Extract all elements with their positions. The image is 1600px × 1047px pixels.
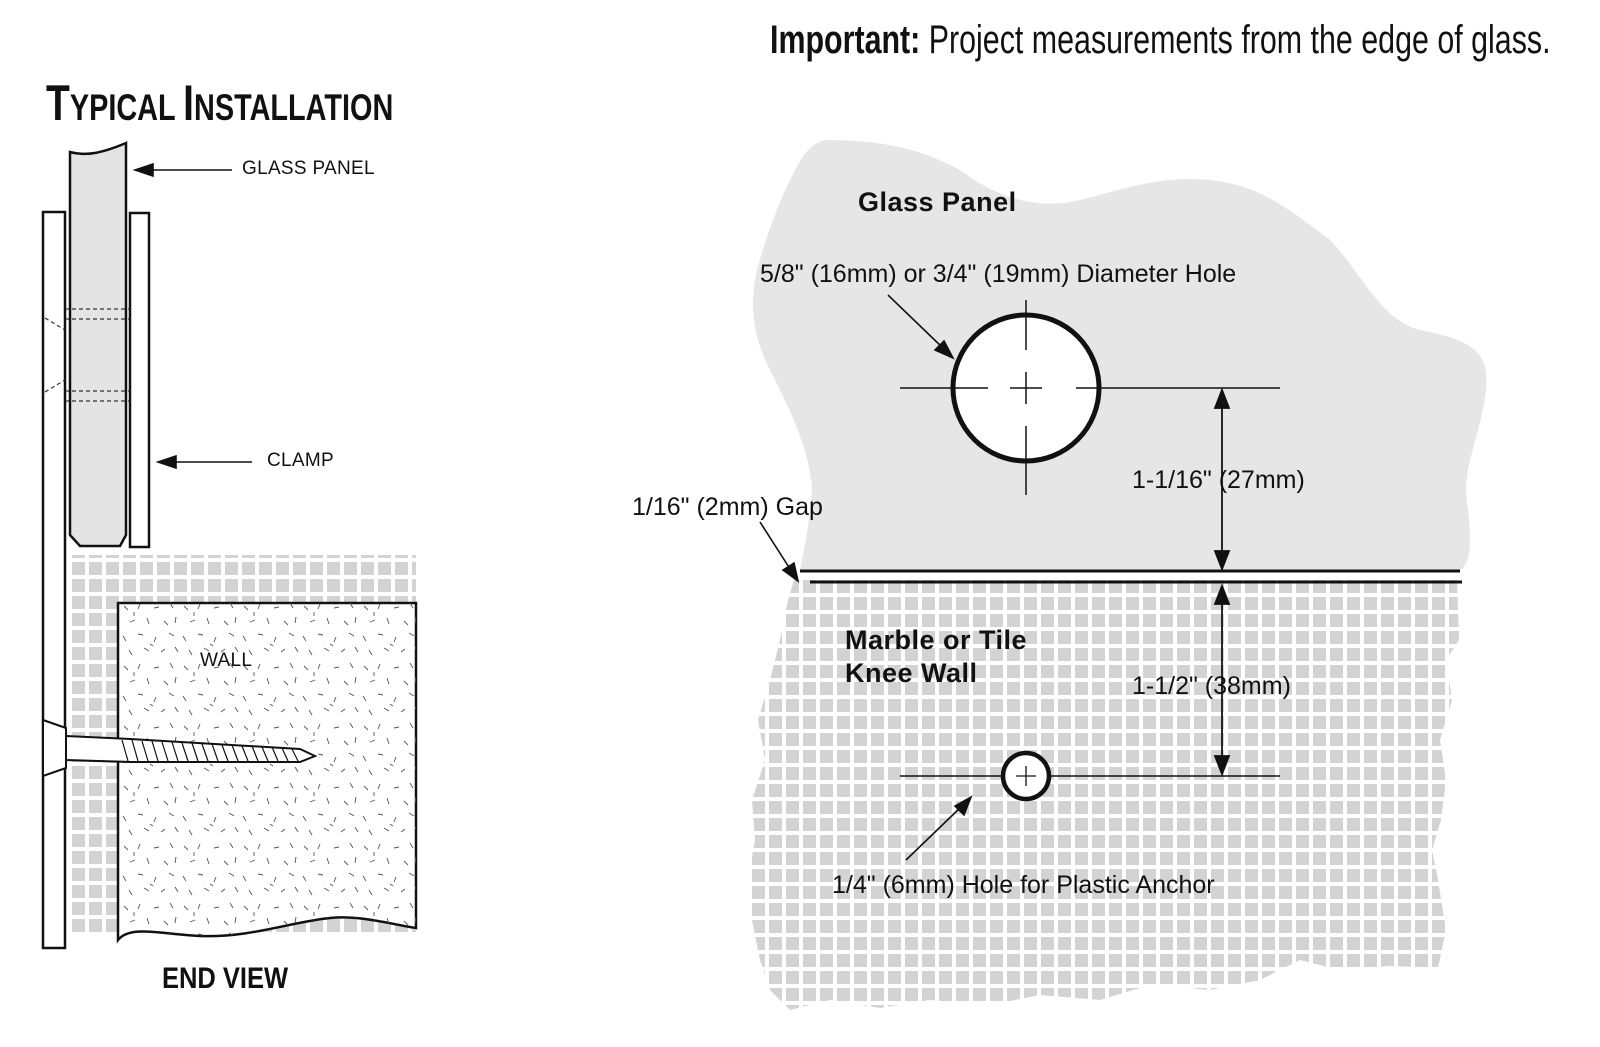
- end-view-caption: END VIEW: [162, 962, 289, 995]
- lower-dimension-label: 1-1/2" (38mm): [1132, 672, 1291, 700]
- end-view-wall-label: WALL: [200, 650, 253, 671]
- diameter-hole-label: 5/8" (16mm) or 3/4" (19mm) Diameter Hole: [760, 260, 1237, 288]
- anchor-hole-label: 1/4" (6mm) Hole for Plastic Anchor: [832, 871, 1215, 899]
- important-text: Project measurements from the edge of glass.: [920, 18, 1551, 62]
- title-initial-1: T: [46, 75, 70, 131]
- front-clamp: [130, 213, 149, 547]
- knee-wall-label-line1: Marble or Tile: [845, 625, 1028, 655]
- page-title: [46, 74, 393, 132]
- important-note: [770, 18, 1551, 63]
- important-label: Important:: [770, 18, 921, 62]
- gap-label: 1/16" (2mm) Gap: [632, 493, 823, 521]
- title-rest-1: YPICAL: [69, 87, 184, 128]
- end-view-glass-panel-label: GLASS PANEL: [242, 158, 375, 179]
- title-initial-2: I: [183, 75, 195, 131]
- upper-dimension-label: 1-1/16" (27mm): [1132, 466, 1305, 494]
- end-view-clamp-label: CLAMP: [267, 450, 334, 471]
- knee-wall-label-line2: Knee Wall: [845, 658, 978, 688]
- end-view-drawing: [43, 143, 416, 948]
- back-clamp-plate: [43, 212, 65, 948]
- title-rest-2: NSTALLATION: [194, 87, 394, 128]
- glass-panel-shape: [70, 143, 126, 546]
- detail-glass-panel-label: Glass Panel: [858, 187, 1017, 217]
